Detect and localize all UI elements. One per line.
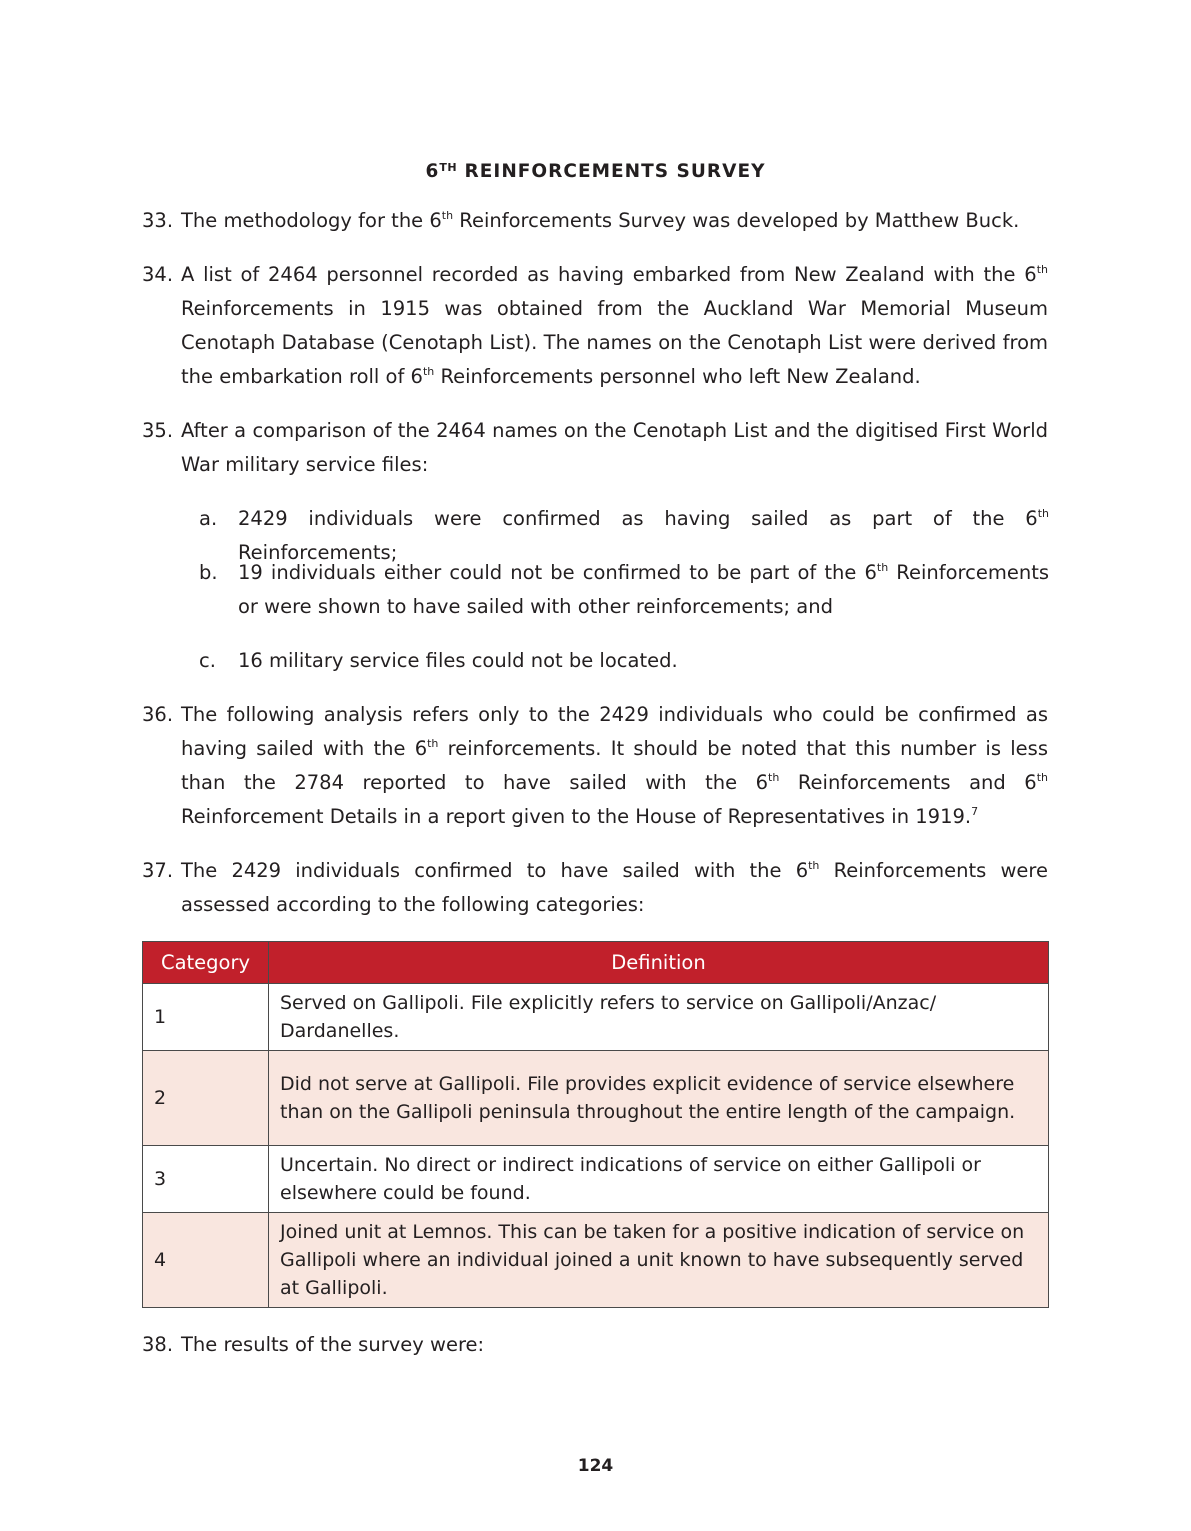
text-run: A list of 2464 personnel recorded as having embarked from New Zealand with the 6: [181, 263, 1037, 286]
definition-cell: Did not serve at Gallipoli. File provides explicit evidence of service elsewhere than on the Gallipoli peninsula throughout the entire length of the campaign.: [269, 1051, 1049, 1146]
ordinal-suffix: th: [1036, 263, 1048, 276]
text-run: 2429 individuals were confirmed as having sailed as part of the 6: [238, 507, 1038, 530]
table-row: [143, 1051, 1049, 1146]
text-run: Reinforcements were assessed according to the following categories:: [181, 859, 1048, 916]
sub-item-letter: c.: [199, 649, 216, 672]
ordinal-suffix: th: [427, 737, 439, 750]
text-run: reinforcements. It should be noted that this number is less than the 2784 reported to have sailed with the 6: [181, 737, 1048, 794]
paragraph-text: The results of the survey were:: [181, 1333, 485, 1356]
page-number: 124: [577, 1456, 614, 1476]
sub-item-text: [238, 556, 1049, 624]
sub-item-c: [199, 644, 1049, 678]
text-run: 19 individuals either could not be confirmed to be part of the 6: [238, 561, 877, 584]
paragraph-number: 34.: [142, 263, 174, 286]
category-cell: 3: [143, 1146, 269, 1213]
text-run: Reinforcements and 6: [779, 771, 1037, 794]
sub-item-b: [199, 556, 1049, 624]
text-run: The methodology for the 6: [181, 209, 442, 232]
ordinal-suffix: th: [808, 859, 820, 872]
definition-cell: Served on Gallipoli. File explicitly refers to service on Gallipoli/Anzac/ Dardanelles.: [269, 984, 1049, 1051]
definition-cell: Joined unit at Lemnos. This can be taken for a positive indication of service on Gallipoli where an individual joined a unit known to have subsequently served at Gallipoli.: [269, 1213, 1049, 1308]
text-run: Reinforcements Survey was developed by Matthew Buck.: [453, 209, 1020, 232]
paragraph-text: [181, 204, 1048, 238]
ordinal-suffix: th: [1036, 771, 1048, 784]
text-run: Reinforcements;: [238, 541, 398, 564]
paragraph-text: [181, 854, 1048, 922]
table-header-row: [143, 942, 1049, 984]
paragraph-36: [142, 698, 1048, 834]
paragraph-number: 33.: [142, 209, 174, 232]
paragraph-34: [142, 258, 1048, 394]
heading-number: 6: [425, 161, 440, 182]
definition-cell: Uncertain. No direct or indirect indications of service on either Gallipoli or elsewhere could be found.: [269, 1146, 1049, 1213]
paragraph-text: [181, 698, 1048, 834]
ordinal-suffix: th: [1037, 507, 1049, 520]
ordinal-suffix: th: [876, 561, 889, 574]
text-run: Reinforcement Details in a report given to the House of Representatives in 1919.: [181, 805, 972, 828]
paragraph-number: 37.: [142, 859, 174, 882]
category-table: [142, 941, 1049, 1308]
paragraph-38: [142, 1328, 1048, 1362]
ordinal-suffix: th: [768, 771, 780, 784]
category-cell: 1: [143, 984, 269, 1051]
ordinal-suffix: th: [422, 365, 435, 378]
paragraph-number: 36.: [142, 703, 174, 726]
table-row: [143, 984, 1049, 1051]
footnote-marker: 7: [971, 805, 979, 818]
sub-item-text: 16 military service files could not be located.: [238, 649, 678, 672]
sub-item-letter: a.: [199, 507, 218, 530]
paragraph-text: [181, 258, 1048, 394]
paragraph-number: 35.: [142, 419, 174, 442]
header-category: Category: [143, 942, 269, 984]
paragraph-number: 38.: [142, 1333, 174, 1356]
table-row: [143, 1146, 1049, 1213]
text-run: Reinforcements or were shown to have sailed with other reinforcements; and: [238, 561, 1049, 618]
category-cell: 4: [143, 1213, 269, 1308]
text-run: The 2429 individuals confirmed to have sailed with the 6: [181, 859, 809, 882]
heading-suffix: TH: [439, 161, 458, 174]
header-definition: Definition: [269, 942, 1049, 984]
text-run: Reinforcements personnel who left New Zealand.: [434, 365, 921, 388]
paragraph-35: [142, 414, 1048, 482]
paragraph-37: [142, 854, 1048, 922]
paragraph-text: After a comparison of the 2464 names on the Cenotaph List and the digitised First World War military service files:: [181, 419, 1048, 476]
text-run: Reinforcements in 1915 was obtained from the Auckland War Memorial Museum Cenotaph Database (Cenotaph List). The names on the Cenotaph List were derived from the embarkation roll of 6: [181, 297, 1048, 388]
section-heading: [0, 154, 1191, 186]
category-cell: 2: [143, 1051, 269, 1146]
paragraph-33: [142, 204, 1048, 238]
heading-text: REINFORCEMENTS SURVEY: [457, 161, 766, 182]
table-row: [143, 1213, 1049, 1308]
ordinal-suffix: th: [441, 209, 454, 222]
sub-item-letter: b.: [199, 561, 218, 584]
text-run: The following analysis refers only to the 2429 individuals who could be confirmed as having sailed with the 6: [181, 703, 1048, 760]
